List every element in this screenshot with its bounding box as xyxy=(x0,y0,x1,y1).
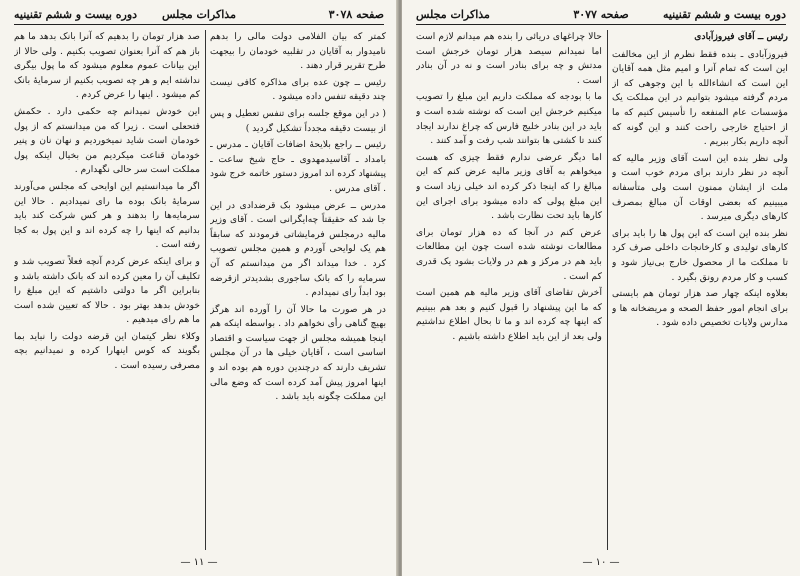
left-header-rule xyxy=(14,24,384,25)
paragraph: نظر بنده این است که این پول ها را باید برای کارهای تولیدی و کارخانجات داخلی صرف کرد تا مملکت ما از محصول خارج بی‌نیاز شود و کسب و کار مردم رونق بگیرد . xyxy=(612,227,788,283)
paragraph: آخرش تقاضای آقای وزیر مالیه هم همین است که ما این پیشنهاد را قبول کنیم و بعد هم ببینیم که اینها چه کرده اند و ما تا بحال اطلاع نداشتیم ولی بعد از این باید اطلاع داشته باشیم . xyxy=(416,287,602,342)
left-page-left-column xyxy=(14,30,200,550)
right-page xyxy=(402,0,800,576)
speaker-heading: رئیس ــ آقای فیروزآبادی xyxy=(694,31,788,42)
left-page-right-column xyxy=(210,30,386,550)
right-page-session: دوره بیست و ششم‌ تقنینیه xyxy=(662,8,786,21)
right-page-left-column xyxy=(416,30,602,550)
left-page xyxy=(0,0,398,576)
left-page-title: مذاکرات مجلس xyxy=(162,8,236,21)
paragraph: صد هزار تومان را بدهیم که آنرا بانک بدهد ما هم باز هم که آنرا بعنوان تصویب بکنیم . ولی حالا از این بیانات عموم معلوم میشود که ما پول بیگری نداشته ایم و هر چه تصویب بکنیم از سرمایهٔ بانک کم میشود . اینها را عرض کردم . xyxy=(14,31,200,101)
right-page-number: صفحه ٣٠٧٧ xyxy=(573,8,629,21)
paragraph: مدرس ــ عرض میشود بک قرضدادی در این جا شد که حقیقتاً چه‌ایگرانی است . آقای وزیر مالیه درمجلس فرمایشاتی فرمودند که سابقاً هم یک لوایحی آوردم و همین مجلس تصویب کرد . خدا میداند اگر من میدانستم که آن سرمایه را که بانک ساجوری بشدیدتر ازقرضه بود ابداً رای نمیدادم . xyxy=(210,199,386,299)
paragraph: این خودش نمیدانم چه حکمی دارد . حکمش فتحعلی است . زیرا که من میدانستم که از پول خودمان است شاید نمیخوردیم و نهان نان و پنیر خودمان قناعت میکردیم من بخیال اینکه پول مملکت است سر حالی نگهدارم . xyxy=(14,105,200,176)
paragraph: حالا چراغهای دریائی را بنده هم میدانم لازم است اما نمیدانم سیصد هزار تومان خرجش است مدتش و چه برای بنادر است و نه در آن بنادر است . xyxy=(416,31,602,86)
paragraph: کمتر که بیان الفلامی دولت مالی را بدهم نامیدوار به آقایان در تقلبیه خودمان را بیجهت طرح تقریر قرار دهند . xyxy=(210,31,386,72)
left-page-number: صفحه ٣٠٧٨ xyxy=(328,8,384,21)
left-page-footer: — ١١ — xyxy=(180,557,218,568)
paragraph: رئیس ــ چون عده برای مذاکره کافی نیست چند دقیقه تنفس داده میشود . xyxy=(210,76,386,103)
right-page-footer: — ١٠ — xyxy=(582,557,620,568)
paragraph: در هر صورت ما حالا آن را آورده اند هرگز بهیچ گناهی رأی نخواهم داد . بواسطه اینکه هم اینجا همیشه مجلس از جهت سیاست و اقتصاد اساسی است ، آقایان خیلی ها در آن مجلس تشریف دارند که درچندین دوره هم بوده اند و اینها امروز پیش آمد کرده است که وضع مالی این مملکت چگونه باید باشد . xyxy=(210,303,386,403)
column-divider xyxy=(205,30,206,550)
left-page-session: دوره بیست و ششم‌ تقنینیه xyxy=(14,8,138,21)
right-page-title: مذاکرات مجلس xyxy=(416,8,490,21)
paragraph: فیروزآبادی ـ بنده فقط نظرم از این مخالفت این است که تمام آنرا و امیم مثل همه آقایان این است که انشاءالله با این وجوهی که از مردم گرفته میشود بتوانیم در این مملکت یک مؤسسات عام المنفعه را تأسیس کنیم که ما از احتیاج خارجی راحت کنند و این گونه که آنچه داریم بکار ببریم . xyxy=(612,48,788,148)
right-page-header xyxy=(416,8,786,22)
paragraph: اما دیگر عرضی ندارم فقط چیزی که هست میخواهم به آقای وزیر مالیه عرض کنم که این مبالغ را که اینجا ذکر کرده اند خیلی زیاد است و این مبلغ پولی که داده میشود برای اجرای این کارها باید تحت نظارت باشد . xyxy=(416,151,602,222)
right-page-right-column xyxy=(612,30,788,550)
paragraph: ( در این موقع جلسه برای تنفس تعطیل و پس از بیست دقیقه مجدداً تشکیل گردید ) xyxy=(210,107,386,134)
column-divider xyxy=(607,30,608,550)
left-page-header xyxy=(14,8,384,22)
paragraph: عرض کنم در آنجا که ده هزار تومان برای مطالعات نوشته شده است چون این مطالعات باید هم در مرکز و هم در ولایات بشود یک قدری کم است . xyxy=(416,226,602,282)
right-header-rule xyxy=(416,24,786,25)
paragraph: و برای اینکه عرض کردم آنچه فعلاً تصویب شد و تکلیف آن را معین کرده اند که بانک داشته باشد و بنابراین اگر ما دولتی داشتیم که این مبلغ را خودش بدهد بهتر بود . حالا که تعیین شده است ما هم رای میدهیم . xyxy=(14,255,200,326)
paragraph: وکلاء نظر کیتمان این قرضه دولت را نباید بما بگویند که کوس اینهارا کرده و نمیدانیم بچه مصرفی رسیده است . xyxy=(14,330,200,372)
paragraph: ولی نظر بنده این است آقای وزیر مالیه که آنچه در نظر دارند برای مردم خوب است و ملت از ایشان ممنون است ولی متأسفانه میبینیم که بعضی اوقات آن مبالغ بمصرف کارهای دیگری میرسد . xyxy=(612,152,788,223)
paragraph: ما با بودجه که مملکت داریم این مبلغ را تصویب میکنیم خرجش این است که نوشته شده است و باید در این بنادر خلیج فارس که چراغ ندارند ایجاد کنند تا کشتی ها بتوانند شب رفت و آمد کنند . xyxy=(416,91,602,147)
paragraph: بعلاوه اینکه چهار صد هزار تومان هم بایستی برای انجام امور حفظ الصحه و مریضخانه ها و مدارس ولایات تخصیص داده شود . xyxy=(612,288,788,329)
paragraph: اگر ما میدانستیم این اوایحی که مجلس می‌آورند سرمایهٔ بانک بوده ما رای نمیدادیم . حالا این سرمایه‌ها را بدهند و هر کس شرکت کند باید بدانیم که اینها را چه کرده اند و این پول به کجا رفته است . xyxy=(14,180,200,251)
paragraph: رئیس ــ راجع بلایحهٔ اضافات آقایان ـ مدرس ـ بامداد ـ آقاسیدمهدوی ـ حاج شیخ ساعت ـ پیشنهاد کرده اند امروز دستور خاتمه خرج شود . آقای مدرس . xyxy=(210,139,386,194)
